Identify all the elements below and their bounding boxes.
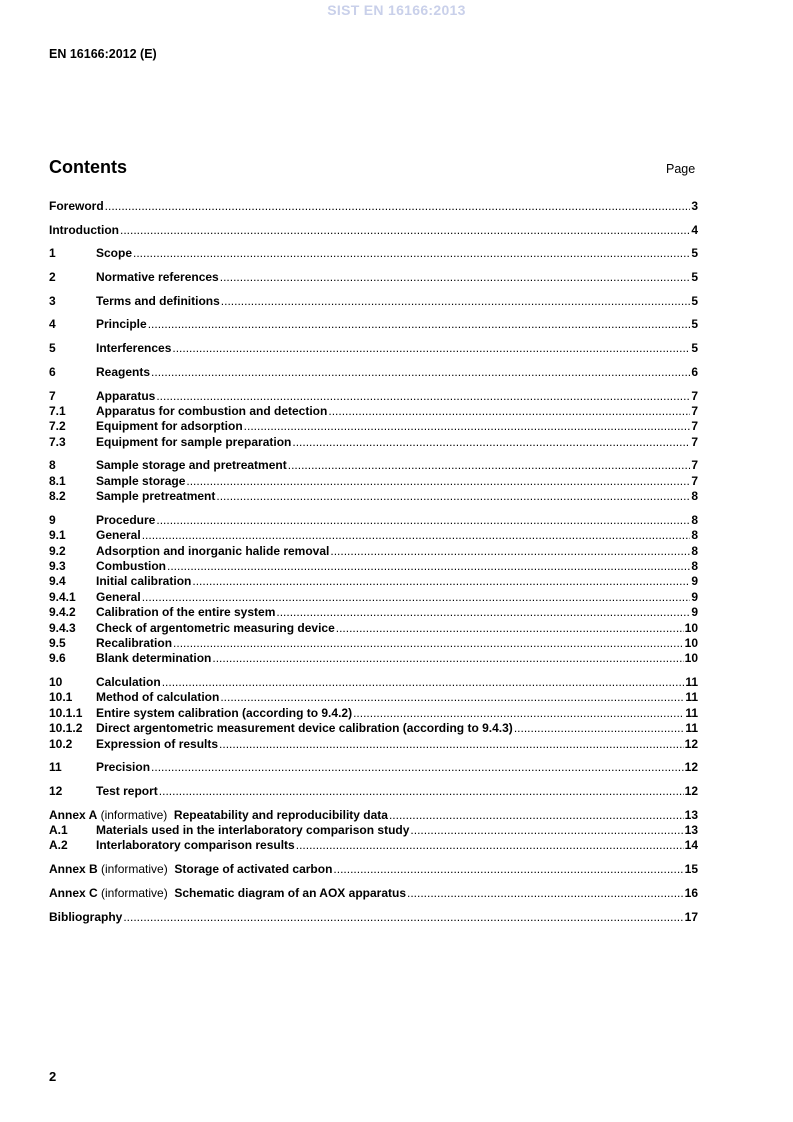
toc-group: [49, 760, 698, 775]
toc-entry-title: Terms and definitions: [96, 293, 220, 308]
toc-group: [49, 246, 698, 261]
toc-entry-page: 7: [691, 458, 698, 473]
toc-entry-page: 12: [684, 760, 698, 775]
page-number: 2: [49, 1069, 57, 1084]
toc-group: [49, 341, 698, 356]
toc-entry-page: 11: [685, 690, 698, 705]
toc-entry[interactable]: [49, 513, 698, 528]
toc-entry[interactable]: [49, 651, 698, 666]
toc-dot-leader: [244, 419, 691, 434]
toc-entry-page: 9: [691, 605, 698, 620]
toc-entry-page: 12: [684, 783, 698, 798]
toc-group: [49, 365, 698, 380]
toc-entry-title: Calculation: [96, 675, 161, 690]
toc-group: [49, 389, 698, 451]
toc-entry-number: A.1: [49, 823, 68, 838]
toc-entry-title: Expression of results: [96, 736, 219, 751]
page-column-label: Page: [666, 162, 696, 176]
toc-dot-leader: [407, 886, 684, 901]
toc-entry-title: Apparatus: [96, 388, 156, 403]
toc-entry-title: Interlaboratory comparison results: [96, 838, 295, 853]
toc-entry-page: 7: [691, 388, 698, 403]
toc-entry-number: 7.3: [49, 434, 66, 449]
toc-dot-leader: [172, 341, 690, 356]
toc-entry[interactable]: [49, 590, 698, 605]
toc-entry-number: 9.3: [49, 559, 66, 573]
toc-entry-title: Test report: [96, 783, 158, 798]
toc-entry-page: 15: [684, 862, 698, 877]
toc-entry-page: 4: [691, 222, 698, 237]
toc-entry-number: 9.4.1: [49, 589, 76, 604]
toc-entry-page: 5: [691, 293, 698, 308]
toc-entry-page: 7: [691, 434, 698, 449]
toc-entry[interactable]: [49, 721, 698, 736]
toc-entry[interactable]: [49, 838, 698, 853]
toc-dot-leader: [212, 651, 683, 666]
toc-entry-number: 9.5: [49, 635, 66, 650]
toc-entry[interactable]: [49, 223, 698, 238]
toc-dot-leader: [167, 559, 690, 574]
toc-entry[interactable]: [49, 636, 698, 651]
toc-entry-number: 10.2: [49, 736, 73, 751]
toc-dot-leader: [219, 737, 684, 752]
toc-group: [49, 784, 698, 799]
toc-dot-leader: [159, 784, 684, 799]
toc-dot-leader: [221, 294, 691, 309]
toc-entry[interactable]: [49, 886, 698, 901]
toc-dot-leader: [162, 675, 685, 690]
toc-entry-title: Annex A (informative) Repeatability and reproducibility data: [49, 807, 388, 822]
toc-entry-number: 8.1: [49, 473, 66, 488]
toc-entry-annex-type: (informative): [97, 885, 175, 900]
toc-entry-title: Initial calibration: [96, 574, 192, 589]
toc-entry-page: 14: [684, 838, 698, 853]
toc-entry[interactable]: [49, 474, 698, 489]
toc-entry[interactable]: [49, 621, 698, 636]
toc-entry-title: Materials used in the interlaboratory comparison study: [96, 823, 410, 838]
toc-entry[interactable]: [49, 559, 698, 574]
toc-entry-page: 3: [691, 199, 698, 213]
toc-entry-title: Method of calculation: [96, 690, 220, 705]
toc-entry-page: 16: [684, 885, 698, 900]
toc-entry[interactable]: [49, 737, 698, 752]
toc-dot-leader: [123, 910, 683, 925]
toc-entry-number: 9: [49, 512, 56, 527]
toc-entry-number: 8.2: [49, 489, 66, 504]
toc-entry-page: 12: [684, 736, 698, 751]
toc-entry-page: 5: [691, 246, 698, 261]
toc-entry-page: 8: [691, 543, 698, 558]
toc-group: [49, 910, 698, 925]
toc-entry-title: Sample pretreatment: [96, 489, 216, 504]
toc-entry[interactable]: [49, 823, 698, 838]
toc-entry-annex-title: Schematic diagram of an AOX apparatus: [174, 885, 406, 900]
toc-entry-title: Equipment for adsorption: [96, 419, 243, 434]
toc-entry-title: Blank determination: [96, 651, 212, 666]
toc-dot-leader: [142, 590, 691, 605]
toc-entry-number: 9.4.3: [49, 620, 76, 635]
toc-entry-page: 6: [691, 364, 698, 379]
toc-entry-title: Sample storage and pretreatment: [96, 458, 287, 473]
toc-dot-leader: [220, 690, 684, 705]
toc-dot-leader: [288, 458, 691, 473]
toc-entry-title: Normative references: [96, 270, 219, 285]
toc-dot-leader: [186, 474, 690, 489]
toc-dot-leader: [353, 706, 684, 721]
toc-dot-leader: [514, 721, 685, 736]
toc-dot-leader: [156, 389, 690, 404]
toc-entry[interactable]: [49, 389, 698, 404]
toc-entry[interactable]: [49, 808, 698, 823]
toc-entry[interactable]: [49, 270, 698, 285]
toc-dot-leader: [410, 823, 683, 838]
toc-dot-leader: [173, 636, 684, 651]
toc-entry-page: 9: [691, 574, 698, 589]
toc-entry[interactable]: [49, 862, 698, 877]
toc-entry-number: 4: [49, 317, 56, 332]
toc-dot-leader: [151, 760, 684, 775]
toc-group: [49, 862, 698, 877]
toc-entry-number: 1: [49, 246, 56, 261]
toc-entry-number: 6: [49, 364, 56, 379]
toc-entry-title: Principle: [96, 317, 147, 332]
toc-entry[interactable]: [49, 458, 698, 473]
toc-entry[interactable]: [49, 435, 698, 450]
toc-entry-number: 10.1: [49, 690, 73, 705]
toc-entry-title: Adsorption and inorganic halide removal: [96, 543, 330, 558]
toc-entry-title: Reagents: [96, 364, 151, 379]
toc-entry-page: 13: [684, 823, 698, 838]
toc-dot-leader: [156, 513, 690, 528]
toc-dot-leader: [151, 365, 690, 380]
toc-entry-number: 11: [49, 760, 62, 775]
toc-entry-number: 9.1: [49, 528, 66, 543]
toc-group: [49, 270, 698, 285]
toc-entry-number: 10.1.1: [49, 705, 83, 720]
toc-entry-number: 9.4.2: [49, 605, 76, 620]
toc-group: [49, 458, 698, 504]
toc-entry-page: 8: [691, 489, 698, 504]
toc-entry-page: 11: [685, 705, 698, 720]
toc-entry-number: 9.2: [49, 543, 66, 558]
toc-entry[interactable]: [49, 294, 698, 309]
toc-entry-number: 10: [49, 675, 63, 690]
toc-entry-title: Sample storage: [96, 473, 186, 488]
page-title: Contents: [49, 157, 127, 177]
toc-entry-title: General: [96, 589, 141, 604]
toc-entry-title: Scope: [96, 246, 133, 261]
toc-entry-annex-type: (informative): [97, 862, 175, 877]
toc-dot-leader: [192, 574, 690, 589]
toc-entry-title: Introduction: [49, 222, 119, 237]
toc-entry-title: Recalibration: [96, 635, 173, 650]
toc-dot-leader: [292, 435, 690, 450]
toc-entry[interactable]: [49, 419, 698, 434]
toc-entry-number: A.2: [49, 838, 68, 853]
toc-group: [49, 675, 698, 752]
toc-entry-number: 2: [49, 270, 56, 285]
toc-group: [49, 317, 698, 332]
toc-entry-number: 9.4: [49, 574, 66, 589]
toc-entry-title: Precision: [96, 760, 151, 775]
toc-dot-leader: [296, 838, 684, 853]
toc-entry[interactable]: [49, 341, 698, 356]
toc-group: [49, 199, 698, 214]
toc-entry[interactable]: [49, 246, 698, 261]
toc-entry-title: Annex B (informative) Storage of activated carbon: [49, 862, 333, 877]
toc-entry[interactable]: [49, 784, 698, 799]
toc-entry[interactable]: [49, 675, 698, 690]
toc-entry-number: 3: [49, 293, 56, 308]
toc-entry-page: 5: [691, 317, 698, 332]
toc-dot-leader: [148, 317, 691, 332]
toc-entry-annex-title: Storage of activated carbon: [174, 862, 333, 877]
toc-entry-title: Equipment for sample preparation: [96, 434, 292, 449]
toc-entry-page: 17: [684, 909, 698, 924]
toc-entry-number: 9.6: [49, 651, 66, 666]
toc-entry-annex-type: (informative): [97, 807, 174, 822]
toc-entry-title: Combustion: [96, 559, 166, 573]
toc-dot-leader: [220, 270, 691, 285]
toc-group: [49, 886, 698, 901]
document-id: EN 16166:2012 (E): [49, 47, 157, 61]
toc-entry-title: Procedure: [96, 512, 156, 527]
toc-entry-page: 11: [685, 675, 698, 690]
toc-group: [49, 808, 698, 854]
toc-entry-page: 13: [684, 807, 698, 822]
toc-entry-number: 10.1.2: [49, 721, 83, 736]
toc-entry-annex-title: Repeatability and reproducibility data: [173, 807, 388, 822]
toc-entry[interactable]: [49, 574, 698, 589]
toc-entry-title: Apparatus for combustion and detection: [96, 403, 328, 418]
toc-entry[interactable]: [49, 706, 698, 721]
toc-entry-page: 8: [691, 528, 698, 543]
toc-entry-page: 11: [685, 721, 698, 736]
toc-group: [49, 294, 698, 309]
toc-entry-title: Entire system calibration (according to 9.4.2): [96, 705, 353, 720]
toc-entry-number: 7.2: [49, 419, 66, 434]
toc-group: [49, 513, 698, 667]
toc-entry-page: 9: [691, 589, 698, 604]
toc-dot-leader: [120, 223, 690, 238]
toc-dot-leader: [328, 404, 690, 419]
toc-entry[interactable]: [49, 199, 698, 214]
toc-entry[interactable]: [49, 690, 698, 705]
toc-entry-title: Interferences: [96, 341, 172, 356]
toc-entry-title: Calibration of the entire system: [96, 605, 276, 620]
toc-entry-number: 8: [49, 458, 56, 473]
toc-entry-number: 7: [49, 388, 56, 403]
toc-entry-title: Foreword: [49, 199, 104, 213]
toc-dot-leader: [330, 544, 690, 559]
toc-entry-title: Annex C (informative) Schematic diagram of an AOX apparatus: [49, 885, 406, 900]
toc-entry[interactable]: [49, 317, 698, 332]
toc-entry-page: 8: [691, 559, 698, 573]
toc-entry-page: 5: [691, 341, 698, 356]
toc-dot-leader: [333, 862, 683, 877]
toc-entry-page: 8: [691, 512, 698, 527]
toc-entry[interactable]: [49, 365, 698, 380]
toc-entry-page: 10: [684, 651, 698, 666]
toc-entry-page: 7: [691, 403, 698, 418]
toc-entry[interactable]: [49, 404, 698, 419]
toc-dot-leader: [389, 808, 684, 823]
toc-entry-number: 7.1: [49, 403, 66, 418]
toc-entry-page: 7: [691, 419, 698, 434]
toc-dot-leader: [276, 605, 690, 620]
toc-entry-title: General: [96, 528, 141, 543]
toc-entry-page: 7: [691, 473, 698, 488]
toc-entry-number: 12: [49, 783, 63, 798]
toc-entry-page: 10: [684, 635, 698, 650]
table-of-contents: [49, 199, 698, 933]
toc-dot-leader: [216, 489, 690, 504]
toc-dot-leader: [105, 199, 691, 214]
toc-entry-page: 10: [684, 620, 698, 635]
toc-entry-page: 5: [691, 270, 698, 285]
toc-entry[interactable]: [49, 489, 698, 504]
toc-entry-title: Check of argentometric measuring device: [96, 620, 335, 635]
toc-entry-title: Direct argentometric measurement device calibration (according to 9.4.3): [96, 721, 513, 736]
toc-entry[interactable]: [49, 544, 698, 559]
toc-entry[interactable]: [49, 605, 698, 620]
toc-group: [49, 223, 698, 238]
toc-dot-leader: [142, 528, 691, 543]
toc-entry[interactable]: [49, 528, 698, 543]
toc-entry-title: Bibliography: [49, 909, 123, 924]
toc-entry[interactable]: [49, 910, 698, 925]
toc-entry[interactable]: [49, 760, 698, 775]
toc-dot-leader: [133, 246, 690, 261]
toc-dot-leader: [336, 621, 684, 636]
toc-entry-number: 5: [49, 341, 56, 356]
watermark: SIST EN 16166:2013: [327, 2, 466, 18]
